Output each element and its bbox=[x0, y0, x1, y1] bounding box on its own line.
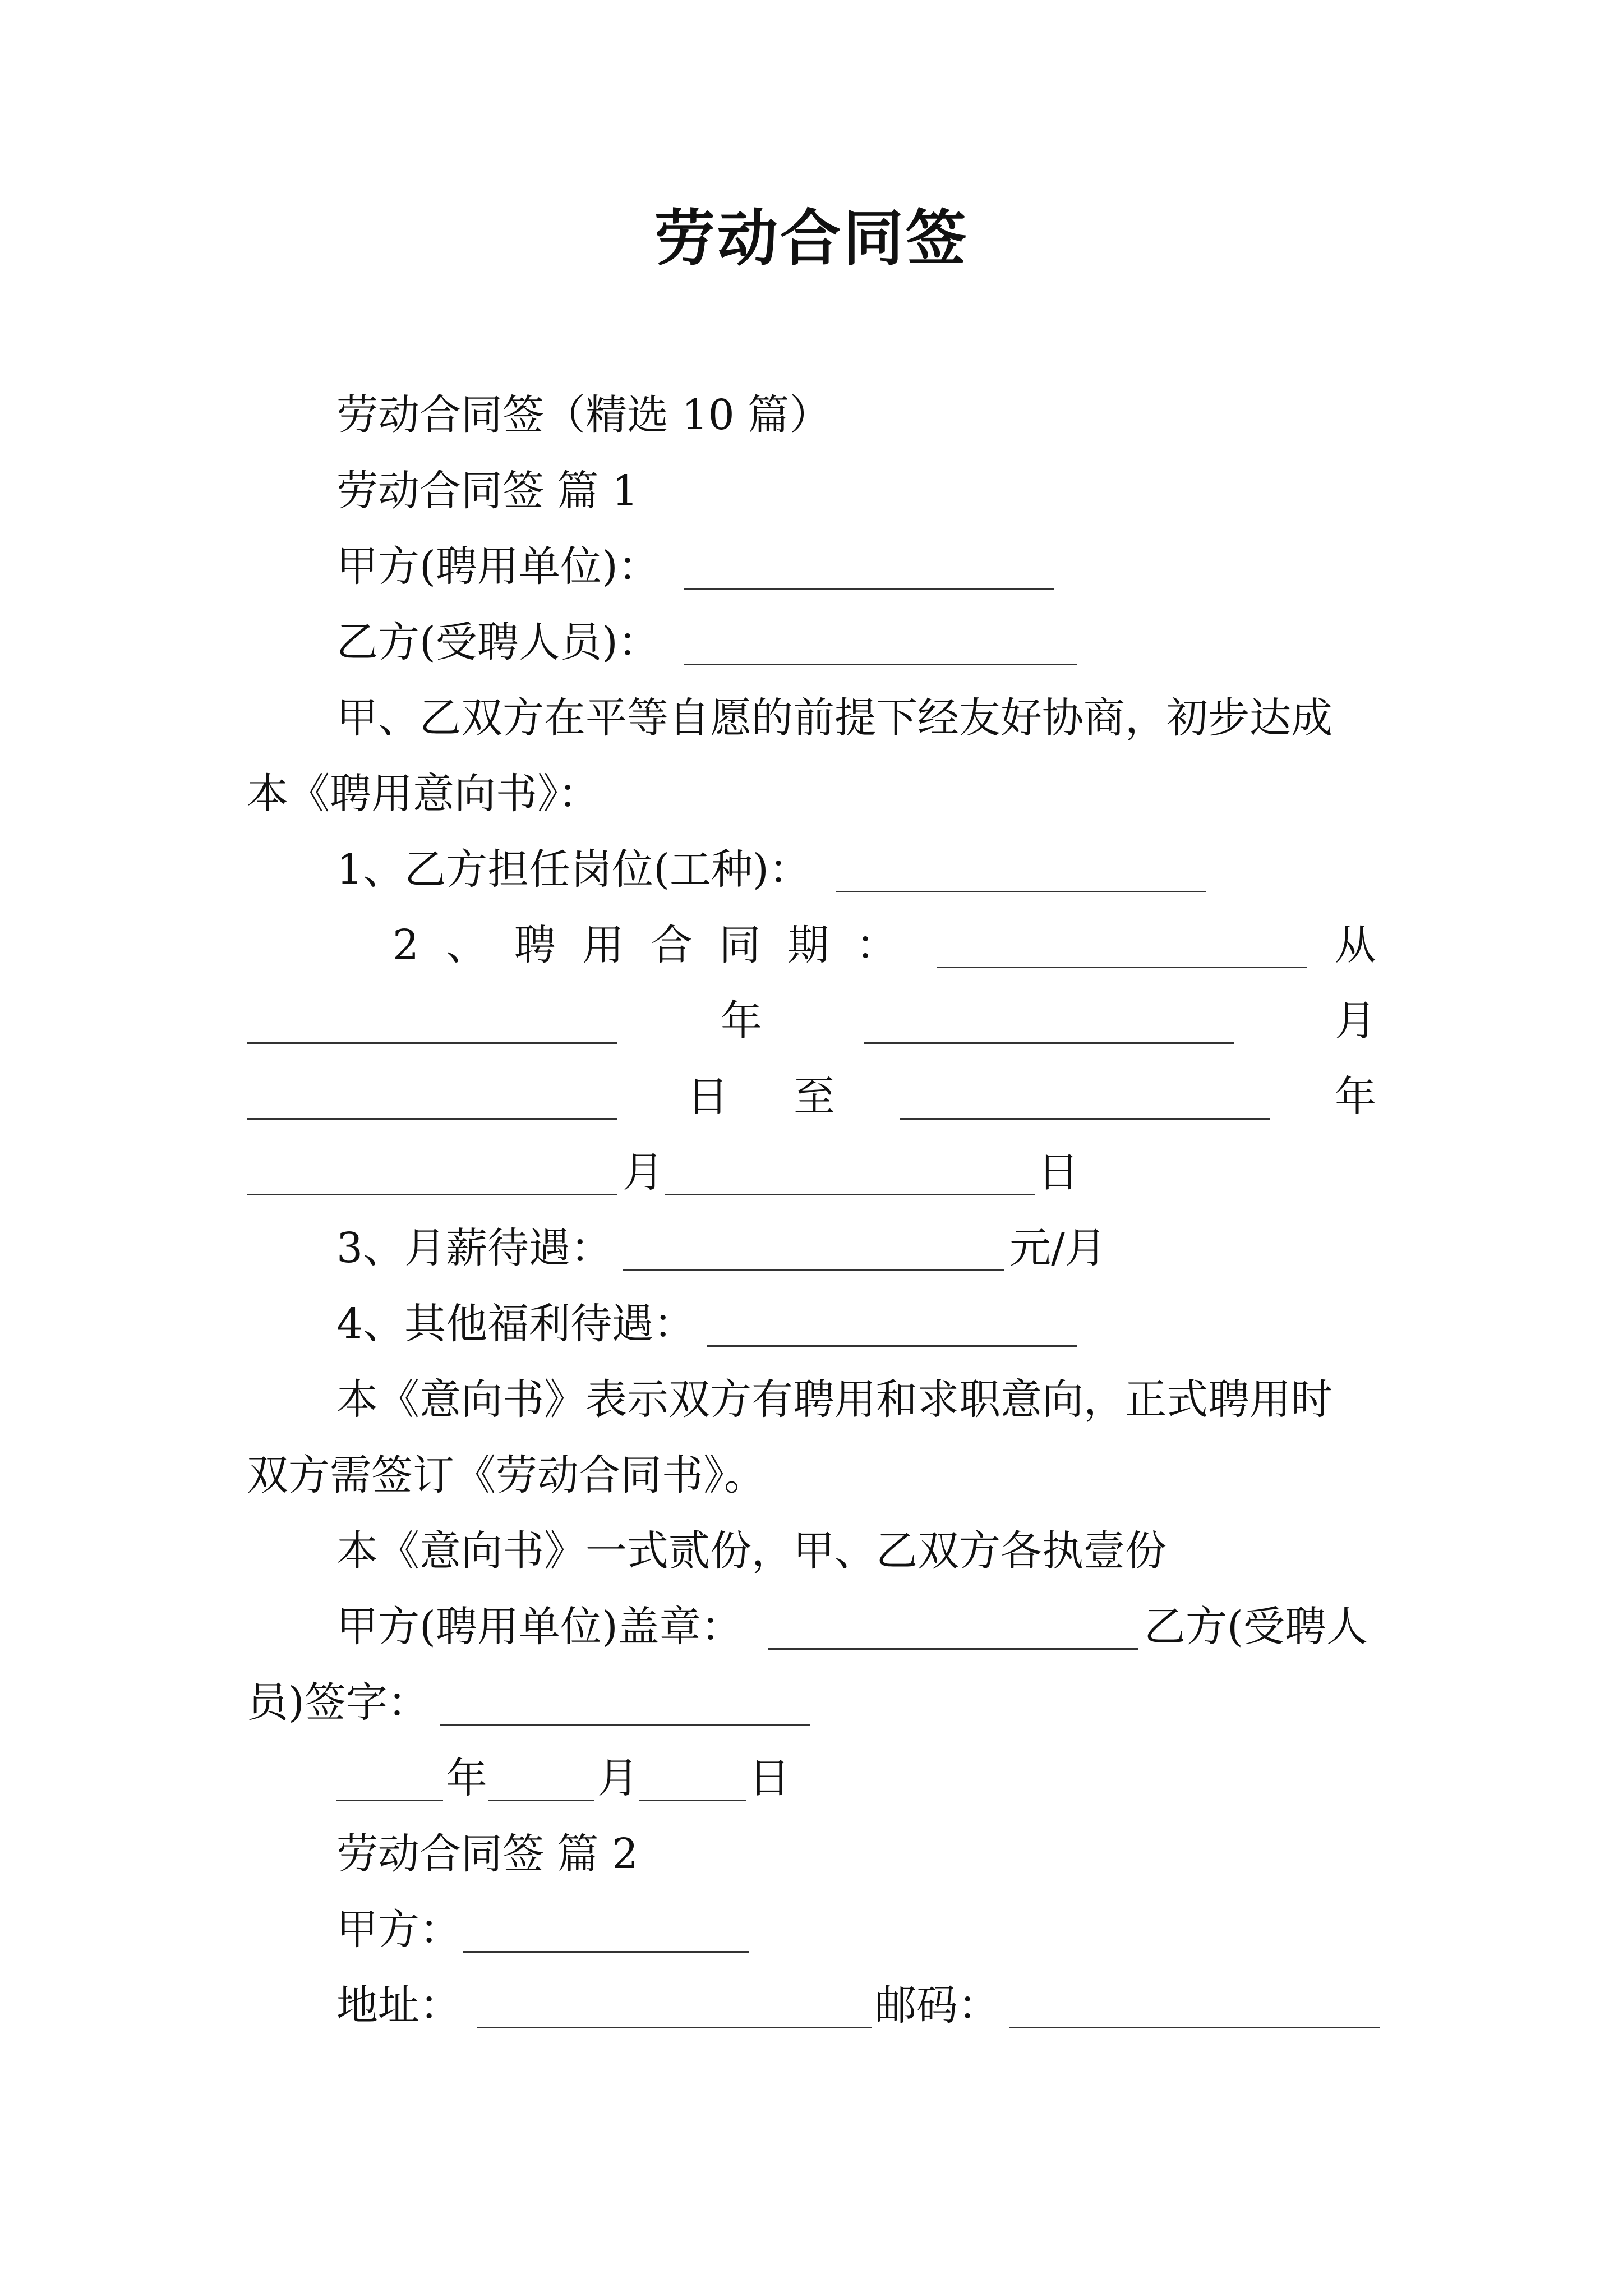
note-1-line-1: 本《意向书》表示双方有聘用和求职意向，正式聘用时 bbox=[336, 1375, 1332, 1424]
item-1-blank[interactable] bbox=[836, 891, 1206, 892]
p2-address-blank[interactable] bbox=[477, 2027, 872, 2028]
item-2-char: 同 bbox=[719, 921, 761, 969]
item-2-char: 用 bbox=[582, 921, 624, 969]
day-label: 日 bbox=[749, 1754, 790, 1802]
item-2-char: 聘 bbox=[514, 921, 556, 969]
end-month-blank[interactable] bbox=[247, 1194, 617, 1195]
item-2-char: 期 bbox=[787, 921, 829, 969]
month-label: 月 bbox=[1335, 997, 1376, 1045]
party-b-sign-label-end: 员)签字： bbox=[247, 1678, 429, 1727]
salary-blank[interactable] bbox=[623, 1269, 1004, 1271]
end-day-blank[interactable] bbox=[665, 1194, 1035, 1195]
sign-year-blank[interactable] bbox=[336, 1800, 443, 1801]
item-2-char: ： bbox=[856, 921, 897, 969]
end-year-blank[interactable] bbox=[900, 1118, 1270, 1120]
document-title: 劳动合同签 bbox=[654, 203, 969, 274]
item-2-label bbox=[393, 917, 897, 973]
party-a-seal-blank[interactable] bbox=[768, 1648, 1138, 1650]
benefits-blank[interactable] bbox=[707, 1345, 1077, 1347]
start-day-blank[interactable] bbox=[247, 1118, 617, 1120]
item-2-char: 、 bbox=[445, 921, 487, 969]
p2-address-label: 地址： bbox=[336, 1981, 461, 2030]
year-label: 年 bbox=[721, 997, 762, 1045]
month-label: 月 bbox=[597, 1754, 639, 1802]
party-a-blank[interactable] bbox=[684, 588, 1054, 590]
item-4-label: 4、其他福利待遇： bbox=[336, 1300, 695, 1348]
from-label: 从 bbox=[1335, 921, 1376, 969]
item-2-char: 2 bbox=[393, 921, 419, 969]
party-a-label: 甲方(聘用单位)： bbox=[336, 542, 660, 591]
section-heading-1: 劳动合同签 篇 1 bbox=[336, 467, 639, 515]
start-month-blank[interactable] bbox=[864, 1042, 1234, 1044]
intro-line-1: 甲、乙双方在平等自愿的前提下经友好协商，初步达成 bbox=[336, 694, 1332, 742]
year-label: 年 bbox=[446, 1754, 487, 1802]
note-2-line: 本《意向书》一式贰份，甲、乙双方各执壹份 bbox=[336, 1527, 1166, 1575]
start-year-blank[interactable] bbox=[247, 1042, 617, 1044]
section-heading-2: 劳动合同签 篇 2 bbox=[336, 1830, 639, 1878]
day-label: 日 bbox=[687, 1073, 728, 1121]
sign-month-blank[interactable] bbox=[488, 1800, 594, 1801]
month-label: 月 bbox=[623, 1148, 664, 1197]
party-a-seal-label: 甲方(聘用单位)盖章： bbox=[336, 1603, 743, 1651]
p2-postcode-label: 邮码： bbox=[875, 1981, 999, 2030]
party-b-blank[interactable] bbox=[684, 664, 1077, 665]
sign-day-blank[interactable] bbox=[639, 1800, 746, 1801]
year-label: 年 bbox=[1335, 1073, 1376, 1121]
item-1-label: 1、乙方担任岗位(工种)： bbox=[336, 845, 810, 894]
note-1-line-2: 双方需签订《劳动合同书》。 bbox=[247, 1451, 766, 1499]
party-b-sign-blank[interactable] bbox=[440, 1724, 810, 1726]
party-b-sign-label-start: 乙方(受聘人 bbox=[1144, 1603, 1368, 1651]
to-label: 至 bbox=[794, 1073, 835, 1121]
day-label: 日 bbox=[1038, 1148, 1079, 1197]
contract-period-blank[interactable] bbox=[937, 967, 1307, 968]
p2-postcode-blank[interactable] bbox=[1009, 2027, 1380, 2028]
p2-party-a-blank[interactable] bbox=[463, 1951, 749, 1953]
salary-unit: 元/月 bbox=[1009, 1224, 1106, 1272]
item-3-label: 3、月薪待遇： bbox=[336, 1224, 612, 1272]
subtitle-line: 劳动合同签（精选 10 篇） bbox=[336, 391, 831, 439]
p2-party-a-label: 甲方： bbox=[336, 1906, 461, 1954]
item-2-char: 合 bbox=[651, 921, 693, 969]
party-b-label: 乙方(受聘人员)： bbox=[336, 618, 660, 666]
intro-line-2: 本《聘用意向书》： bbox=[247, 770, 600, 818]
